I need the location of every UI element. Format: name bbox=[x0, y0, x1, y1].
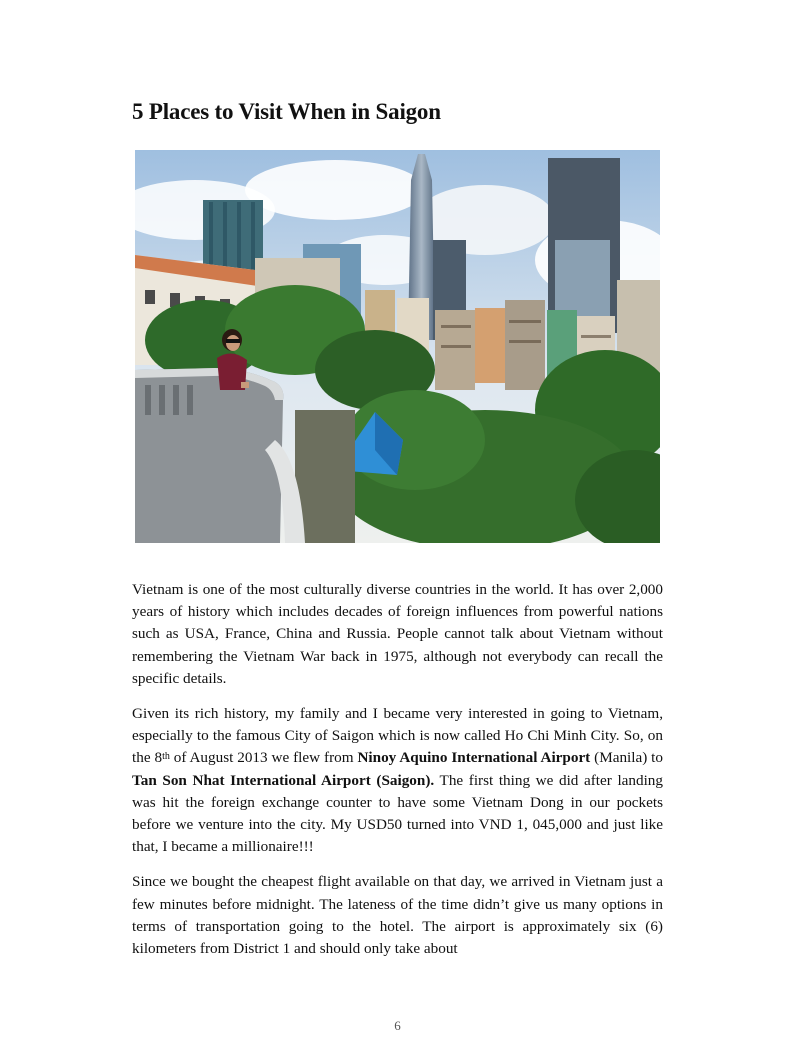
paragraph-trip-text-2: of August 2013 we flew from bbox=[169, 749, 358, 767]
origin-airport: Ninoy Aquino International Airport bbox=[357, 749, 591, 767]
paragraph-trip-text-3: (Manila) to bbox=[590, 749, 663, 767]
saigon-skyline-photo bbox=[135, 150, 660, 543]
page-title: 5 Places to Visit When in Saigon bbox=[132, 99, 441, 124]
page-number: 6 bbox=[394, 1018, 401, 1033]
paragraph-trip-text-4: The first thing we did after landing was hit the foreign exchange counter to have some Vietnam Dong in our pockets before we venture into the city. My USD50 turned into VND 1, 045,000 and just like that, I became a millionaire!!! bbox=[132, 771, 663, 856]
paragraph-intro: Vietnam is one of the most culturally diverse countries in the world. It has over 2,000 years of history which includes decades of foreign influences from powerful nations such as USA, France, China and Russia. People cannot talk about Vietnam without remembering the Vietnam War back in 1975, although not everybody can recall the specific details. bbox=[132, 581, 663, 687]
paragraph-arrival: Since we bought the cheapest flight available on that day, we arrived in Vietnam just a few minutes before midnight. The lateness of the time didn’t give us many options in terms of transportation going to the hotel. The airport is approximately six (6) kilometers from District 1 and should only take about bbox=[132, 873, 663, 958]
paragraph-trip-text-1: Given its rich history, my family and I became very interested in going to Vietnam, especially to the famous City of Saigon which is now called Ho Chi Minh City. So, on the 8 bbox=[132, 705, 663, 767]
paragraph-trip bbox=[132, 703, 663, 858]
ordinal-suffix: th bbox=[162, 751, 170, 763]
article-body bbox=[132, 579, 663, 973]
destination-airport: Tan Son Nhat International Airport (Saigon). bbox=[132, 771, 435, 789]
